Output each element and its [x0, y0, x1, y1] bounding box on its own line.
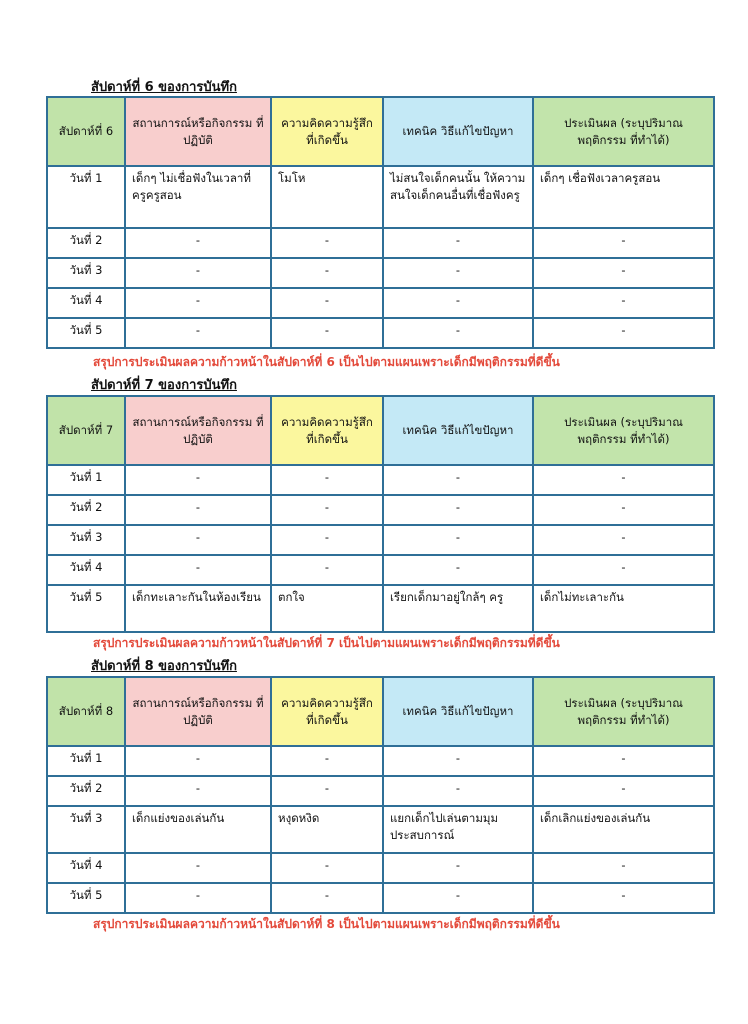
- thought-cell: ตกใจ: [271, 585, 383, 632]
- situation-cell: -: [125, 555, 271, 585]
- week-6-title: สัปดาห์ที่ 6 ของการบันทึก: [91, 80, 237, 95]
- technique-cell: -: [383, 776, 533, 806]
- technique-cell: -: [383, 746, 533, 776]
- day-cell: วันที่ 4: [47, 853, 125, 883]
- evaluation-cell: -: [533, 883, 714, 913]
- evaluation-cell: เด็กเลิกแย่งของเล่นกัน: [533, 806, 714, 853]
- thought-cell: -: [271, 318, 383, 348]
- thought-cell: -: [271, 228, 383, 258]
- technique-cell: เรียกเด็กมาอยู่ใกล้ๆ ครู: [383, 585, 533, 632]
- thought-cell: -: [271, 288, 383, 318]
- technique-cell: ไม่สนใจเด็กคนนั้น ให้ความสนใจเด็กคนอื่นที่เชื่อฟังครู: [383, 166, 533, 228]
- evaluation-cell: -: [533, 555, 714, 585]
- header-row: [47, 396, 714, 465]
- table-row: [47, 585, 714, 632]
- situation-cell: -: [125, 465, 271, 495]
- table-row: [47, 806, 714, 853]
- thought-cell: หงุดหงิด: [271, 806, 383, 853]
- situation-cell: -: [125, 228, 271, 258]
- evaluation-cell: -: [533, 465, 714, 495]
- evaluation-header: ประเมินผล (ระบุปริมาณพฤติกรรม ที่ทำได้): [533, 396, 714, 465]
- day-cell: วันที่ 1: [47, 166, 125, 228]
- situation-cell: -: [125, 288, 271, 318]
- technique-cell: แยกเด็กไปเล่นตามมุมประสบการณ์: [383, 806, 533, 853]
- table-row: [47, 318, 714, 348]
- day-cell: วันที่ 2: [47, 228, 125, 258]
- week-7-title: สัปดาห์ที่ 7 ของการบันทึก: [91, 378, 237, 393]
- day-cell: วันที่ 1: [47, 746, 125, 776]
- evaluation-cell: -: [533, 525, 714, 555]
- technique-cell: -: [383, 555, 533, 585]
- thought-cell: -: [271, 525, 383, 555]
- evaluation-cell: -: [533, 228, 714, 258]
- thought-cell: -: [271, 853, 383, 883]
- situation-cell: -: [125, 883, 271, 913]
- day-cell: วันที่ 3: [47, 525, 125, 555]
- thought-cell: -: [271, 465, 383, 495]
- evaluation-header: ประเมินผล (ระบุปริมาณพฤติกรรม ที่ทำได้): [533, 97, 714, 166]
- week-label-header: สัปดาห์ที่ 8: [47, 677, 125, 746]
- situation-header: สถานการณ์หรือกิจกรรม ที่ปฏิบัติ: [125, 97, 271, 166]
- situation-cell: -: [125, 746, 271, 776]
- situation-cell: -: [125, 776, 271, 806]
- day-cell: วันที่ 2: [47, 776, 125, 806]
- situation-cell: -: [125, 495, 271, 525]
- technique-cell: -: [383, 318, 533, 348]
- situation-cell: -: [125, 258, 271, 288]
- technique-header: เทคนิค วิธีแก้ไขปัญหา: [383, 396, 533, 465]
- technique-cell: -: [383, 853, 533, 883]
- thought-cell: -: [271, 258, 383, 288]
- table-row: [47, 853, 714, 883]
- evaluation-cell: -: [533, 258, 714, 288]
- evaluation-cell: เด็กๆ เชื่อฟังเวลาครูสอน: [533, 166, 714, 228]
- technique-cell: -: [383, 228, 533, 258]
- week-8-summary: สรุปการประเมินผลความก้าวหน้าในสัปดาห์ที่ 8 เป็นไปตามแผนเพราะเด็กมีพฤติกรรมที่ดีขึ้น: [93, 917, 560, 931]
- table-row: [47, 258, 714, 288]
- evaluation-cell: เด็กไม่ทะเลาะกัน: [533, 585, 714, 632]
- thought-header: ความคิดความรู้สึก ที่เกิดขึ้น: [271, 97, 383, 166]
- evaluation-cell: -: [533, 853, 714, 883]
- situation-cell: -: [125, 525, 271, 555]
- technique-cell: -: [383, 883, 533, 913]
- thought-cell: -: [271, 776, 383, 806]
- table-row: [47, 228, 714, 258]
- situation-cell: -: [125, 853, 271, 883]
- thought-header: ความคิดความรู้สึก ที่เกิดขึ้น: [271, 677, 383, 746]
- day-cell: วันที่ 5: [47, 883, 125, 913]
- evaluation-cell: -: [533, 495, 714, 525]
- evaluation-cell: -: [533, 318, 714, 348]
- technique-cell: -: [383, 465, 533, 495]
- technique-header: เทคนิค วิธีแก้ไขปัญหา: [383, 97, 533, 166]
- table-row: [47, 555, 714, 585]
- technique-cell: -: [383, 525, 533, 555]
- table-row: [47, 746, 714, 776]
- header-row: [47, 677, 714, 746]
- table-row: [47, 776, 714, 806]
- day-cell: วันที่ 3: [47, 806, 125, 853]
- thought-cell: -: [271, 555, 383, 585]
- day-cell: วันที่ 2: [47, 495, 125, 525]
- week-7-table: [46, 395, 715, 633]
- day-cell: วันที่ 4: [47, 555, 125, 585]
- situation-cell: เด็กทะเลาะกันในห้องเรียน: [125, 585, 271, 632]
- thought-cell: -: [271, 746, 383, 776]
- thought-cell: -: [271, 883, 383, 913]
- evaluation-cell: -: [533, 288, 714, 318]
- week-8-table: [46, 676, 715, 914]
- day-cell: วันที่ 3: [47, 258, 125, 288]
- day-cell: วันที่ 4: [47, 288, 125, 318]
- table-row: [47, 883, 714, 913]
- thought-cell: โมโห: [271, 166, 383, 228]
- week-label-header: สัปดาห์ที่ 7: [47, 396, 125, 465]
- situation-header: สถานการณ์หรือกิจกรรม ที่ปฏิบัติ: [125, 677, 271, 746]
- situation-header: สถานการณ์หรือกิจกรรม ที่ปฏิบัติ: [125, 396, 271, 465]
- technique-header: เทคนิค วิธีแก้ไขปัญหา: [383, 677, 533, 746]
- week-8-title: สัปดาห์ที่ 8 ของการบันทึก: [91, 659, 237, 674]
- technique-cell: -: [383, 495, 533, 525]
- table-row: [47, 495, 714, 525]
- week-7-summary: สรุปการประเมินผลความก้าวหน้าในสัปดาห์ที่ 7 เป็นไปตามแผนเพราะเด็กมีพฤติกรรมที่ดีขึ้น: [93, 636, 560, 650]
- situation-cell: -: [125, 318, 271, 348]
- table-row: [47, 288, 714, 318]
- day-cell: วันที่ 5: [47, 318, 125, 348]
- technique-cell: -: [383, 288, 533, 318]
- week-6-summary: สรุปการประเมินผลความก้าวหน้าในสัปดาห์ที่ 6 เป็นไปตามแผนเพราะเด็กมีพฤติกรรมที่ดีขึ้น: [93, 355, 560, 369]
- day-cell: วันที่ 5: [47, 585, 125, 632]
- week-label-header: สัปดาห์ที่ 6: [47, 97, 125, 166]
- situation-cell: เด็กแย่งของเล่นกัน: [125, 806, 271, 853]
- technique-cell: -: [383, 258, 533, 288]
- thought-cell: -: [271, 495, 383, 525]
- table-row: [47, 465, 714, 495]
- table-row: [47, 525, 714, 555]
- table-row: [47, 166, 714, 228]
- evaluation-cell: -: [533, 776, 714, 806]
- evaluation-header: ประเมินผล (ระบุปริมาณพฤติกรรม ที่ทำได้): [533, 677, 714, 746]
- day-cell: วันที่ 1: [47, 465, 125, 495]
- week-6-table: [46, 96, 715, 349]
- situation-cell: เด็กๆ ไม่เชื่อฟังในเวลาที่ครูครูสอน: [125, 166, 271, 228]
- header-row: [47, 97, 714, 166]
- thought-header: ความคิดความรู้สึก ที่เกิดขึ้น: [271, 396, 383, 465]
- evaluation-cell: -: [533, 746, 714, 776]
